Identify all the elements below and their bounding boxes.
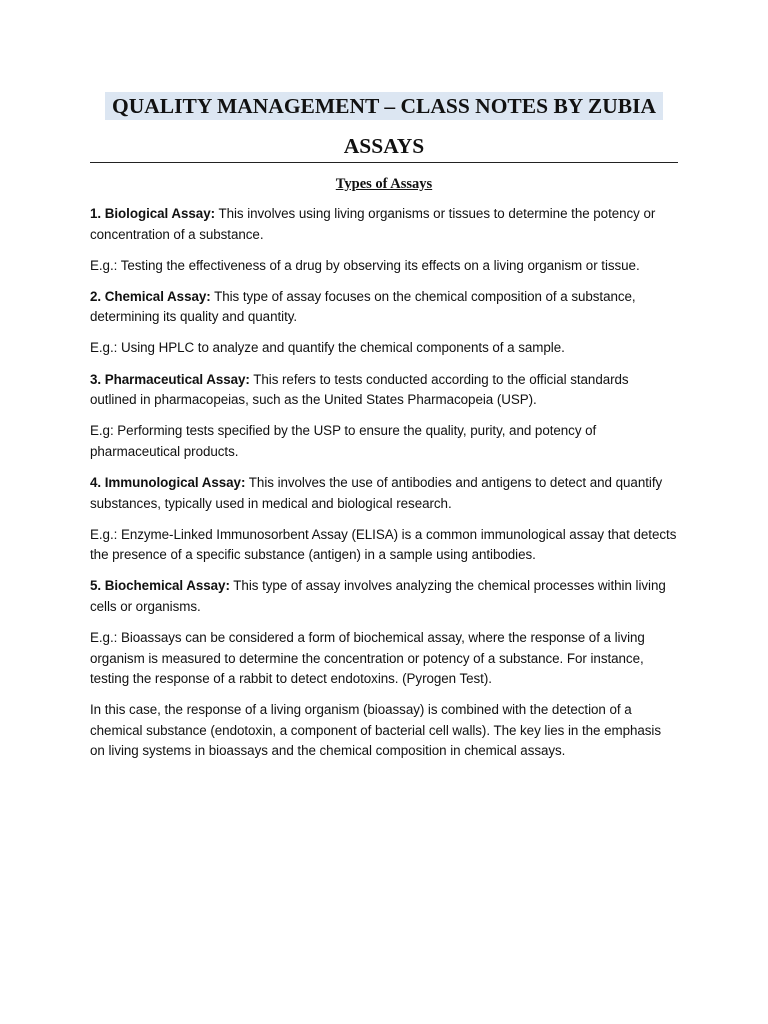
assay-4-definition (90, 473, 678, 514)
assay-4-label: 4. Immunological Assay: (90, 474, 246, 490)
assay-4-example: E.g.: Enzyme-Linked Immunosorbent Assay (ELISA) is a common immunological assay that detects the presence of a specific substance (antigen) in a sample using antibodies. (90, 526, 677, 563)
assay-1-definition (90, 204, 678, 245)
assay-5-description: This type of assay involves analyzing the chemical processes within living cells or organisms. (90, 578, 666, 614)
document-title: ASSAYS (90, 133, 678, 163)
assay-5-example: E.g.: Bioassays can be considered a form of biochemical assay, where the response of a living organism is measured to determine the concentration or potency of a substance. For instance, testing the response of a rabbit to detect endotoxins. (Pyrogen Test). (90, 630, 645, 687)
assay-1-example: E.g.: Testing the effectiveness of a drug by observing its effects on a living organism or tissue. (90, 257, 640, 273)
assay-3-definition (90, 370, 678, 411)
document-page (90, 92, 678, 773)
header-banner (90, 92, 678, 120)
assay-2-example: E.g.: Using HPLC to analyze and quantify the chemical components of a sample. (90, 340, 565, 356)
assay-2-label: 2. Chemical Assay: (90, 288, 211, 304)
banner-title: QUALITY MANAGEMENT – CLASS NOTES BY ZUBIA (105, 92, 663, 120)
assay-5-definition (90, 576, 678, 617)
assay-2-definition (90, 287, 678, 328)
assay-5-label: 5. Biochemical Assay: (90, 578, 230, 594)
assay-4-description: This involves the use of antibodies and antigens to detect and quantify substances, typically used in medical and biological research. (90, 474, 663, 511)
section-heading: Types of Assays (335, 176, 433, 192)
assay-1-label: 1. Biological Assay: (90, 206, 216, 221)
assay-3-label: 3. Pharmaceutical Assay: (90, 371, 250, 387)
assay-3-description: This refers to tests conducted according to the official standards outlined in pharmacopeias, such as the United States Pharmacopeia (USP). (90, 371, 629, 408)
assay-3-example: E.g: Performing tests specified by the USP to ensure the quality, purity, and potency of pharmaceutical products. (90, 423, 597, 459)
assay-2-description: This type of assay focuses on the chemical composition of a substance, determining its quality and quantity. (90, 288, 636, 325)
closing-paragraph: In this case, the response of a living organism (bioassay) is combined with the detection of a chemical substance (endotoxin, a component of bacterial cell walls). The key lies in the emphasis on living systems in bioassays and the chemical composition in chemical assays. (90, 702, 661, 759)
assay-1-description: This involves using living organisms or tissues to determine the potency or concentration of a substance. (90, 206, 656, 242)
